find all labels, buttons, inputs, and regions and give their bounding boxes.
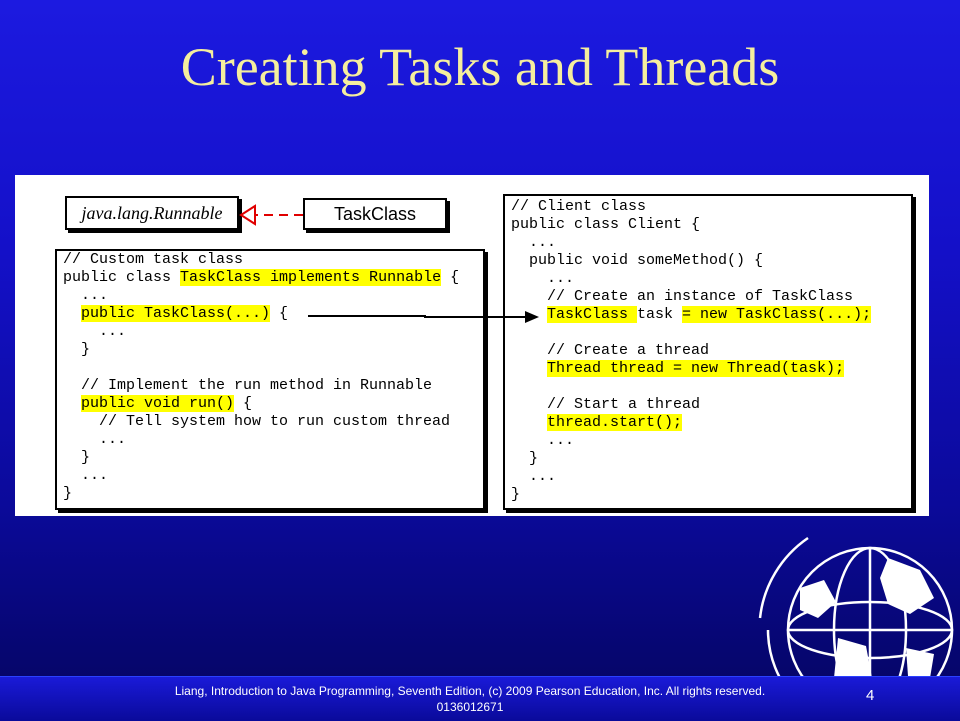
code-line xyxy=(63,269,459,287)
code-line xyxy=(511,360,844,378)
code-text: ... xyxy=(63,431,127,448)
highlighted-code: TaskClass implements Runnable xyxy=(180,269,442,286)
implements-arrow-head xyxy=(241,206,255,224)
client-class-code-box xyxy=(503,194,913,510)
taskclass-box xyxy=(303,198,447,230)
code-text: // Implement the run method in Runnable xyxy=(63,377,433,394)
footer-bar xyxy=(0,676,960,721)
code-text: // Client class xyxy=(511,198,647,215)
code-line xyxy=(511,486,520,504)
code-text xyxy=(511,306,547,323)
code-text: // Create a thread xyxy=(511,342,710,359)
highlighted-code: Thread thread = new Thread(task); xyxy=(547,360,845,377)
code-text: ... xyxy=(511,432,575,449)
code-line xyxy=(511,468,556,486)
code-text: } xyxy=(63,449,91,466)
runnable-interface-label: java.lang.Runnable xyxy=(81,203,223,223)
code-text: public class xyxy=(63,269,181,286)
code-text: // Create an instance of TaskClass xyxy=(511,288,854,305)
code-text: { xyxy=(270,305,289,322)
code-line xyxy=(511,198,646,216)
code-line xyxy=(63,413,450,431)
code-text: ... xyxy=(511,468,557,485)
code-text: public void someMethod() { xyxy=(511,252,764,269)
code-text: ... xyxy=(63,467,109,484)
highlighted-code: TaskClass xyxy=(547,306,638,323)
highlighted-code: public TaskClass(...) xyxy=(81,305,271,322)
code-text: public class Client { xyxy=(511,216,701,233)
code-text xyxy=(63,305,81,322)
page-number: 4 xyxy=(866,687,875,704)
code-text: } xyxy=(63,341,91,358)
code-line xyxy=(63,341,90,359)
code-line xyxy=(511,432,574,450)
code-text: { xyxy=(441,269,460,286)
code-text xyxy=(511,414,547,431)
code-text xyxy=(511,360,547,377)
code-line xyxy=(511,270,574,288)
code-text: ... xyxy=(511,270,575,287)
code-line xyxy=(511,252,763,270)
code-line xyxy=(63,287,108,305)
code-text: ... xyxy=(63,287,109,304)
code-line xyxy=(63,323,126,341)
code-line xyxy=(511,216,700,234)
code-line xyxy=(511,414,682,432)
highlighted-code: thread.start(); xyxy=(547,414,683,431)
runnable-interface-box xyxy=(65,196,239,230)
code-line xyxy=(63,431,126,449)
code-line xyxy=(63,305,288,323)
task-class-code-box xyxy=(55,249,485,510)
code-text: // Custom task class xyxy=(63,251,244,268)
code-line xyxy=(511,396,700,414)
footer-citation: Liang, Introduction to Java Programming, Seventh Edition, (c) 2009 Pearson Education, Inc. All rights reserved. 0136012671 xyxy=(174,684,766,714)
code-line xyxy=(511,342,709,360)
code-line xyxy=(63,485,72,503)
code-text: task xyxy=(637,306,683,323)
code-line xyxy=(63,395,252,413)
code-text xyxy=(63,395,81,412)
code-text: } xyxy=(511,486,521,503)
code-text: } xyxy=(63,485,73,502)
code-line xyxy=(511,450,538,468)
code-line xyxy=(511,288,853,306)
code-text: // Tell system how to run custom thread xyxy=(63,413,451,430)
highlighted-code: public void run() xyxy=(81,395,235,412)
slide-title: Creating Tasks and Threads xyxy=(180,37,780,97)
code-line xyxy=(63,377,432,395)
code-line xyxy=(63,251,243,269)
code-text: { xyxy=(234,395,253,412)
code-line xyxy=(63,449,90,467)
code-text: // Start a thread xyxy=(511,396,701,413)
code-line xyxy=(511,306,871,324)
code-line xyxy=(63,467,108,485)
code-text: } xyxy=(511,450,539,467)
highlighted-code: = new TaskClass(...); xyxy=(682,306,872,323)
code-line xyxy=(511,234,556,252)
code-text: ... xyxy=(63,323,127,340)
taskclass-box-label: TaskClass xyxy=(333,204,417,224)
diagram-panel xyxy=(15,175,929,516)
code-text: ... xyxy=(511,234,557,251)
